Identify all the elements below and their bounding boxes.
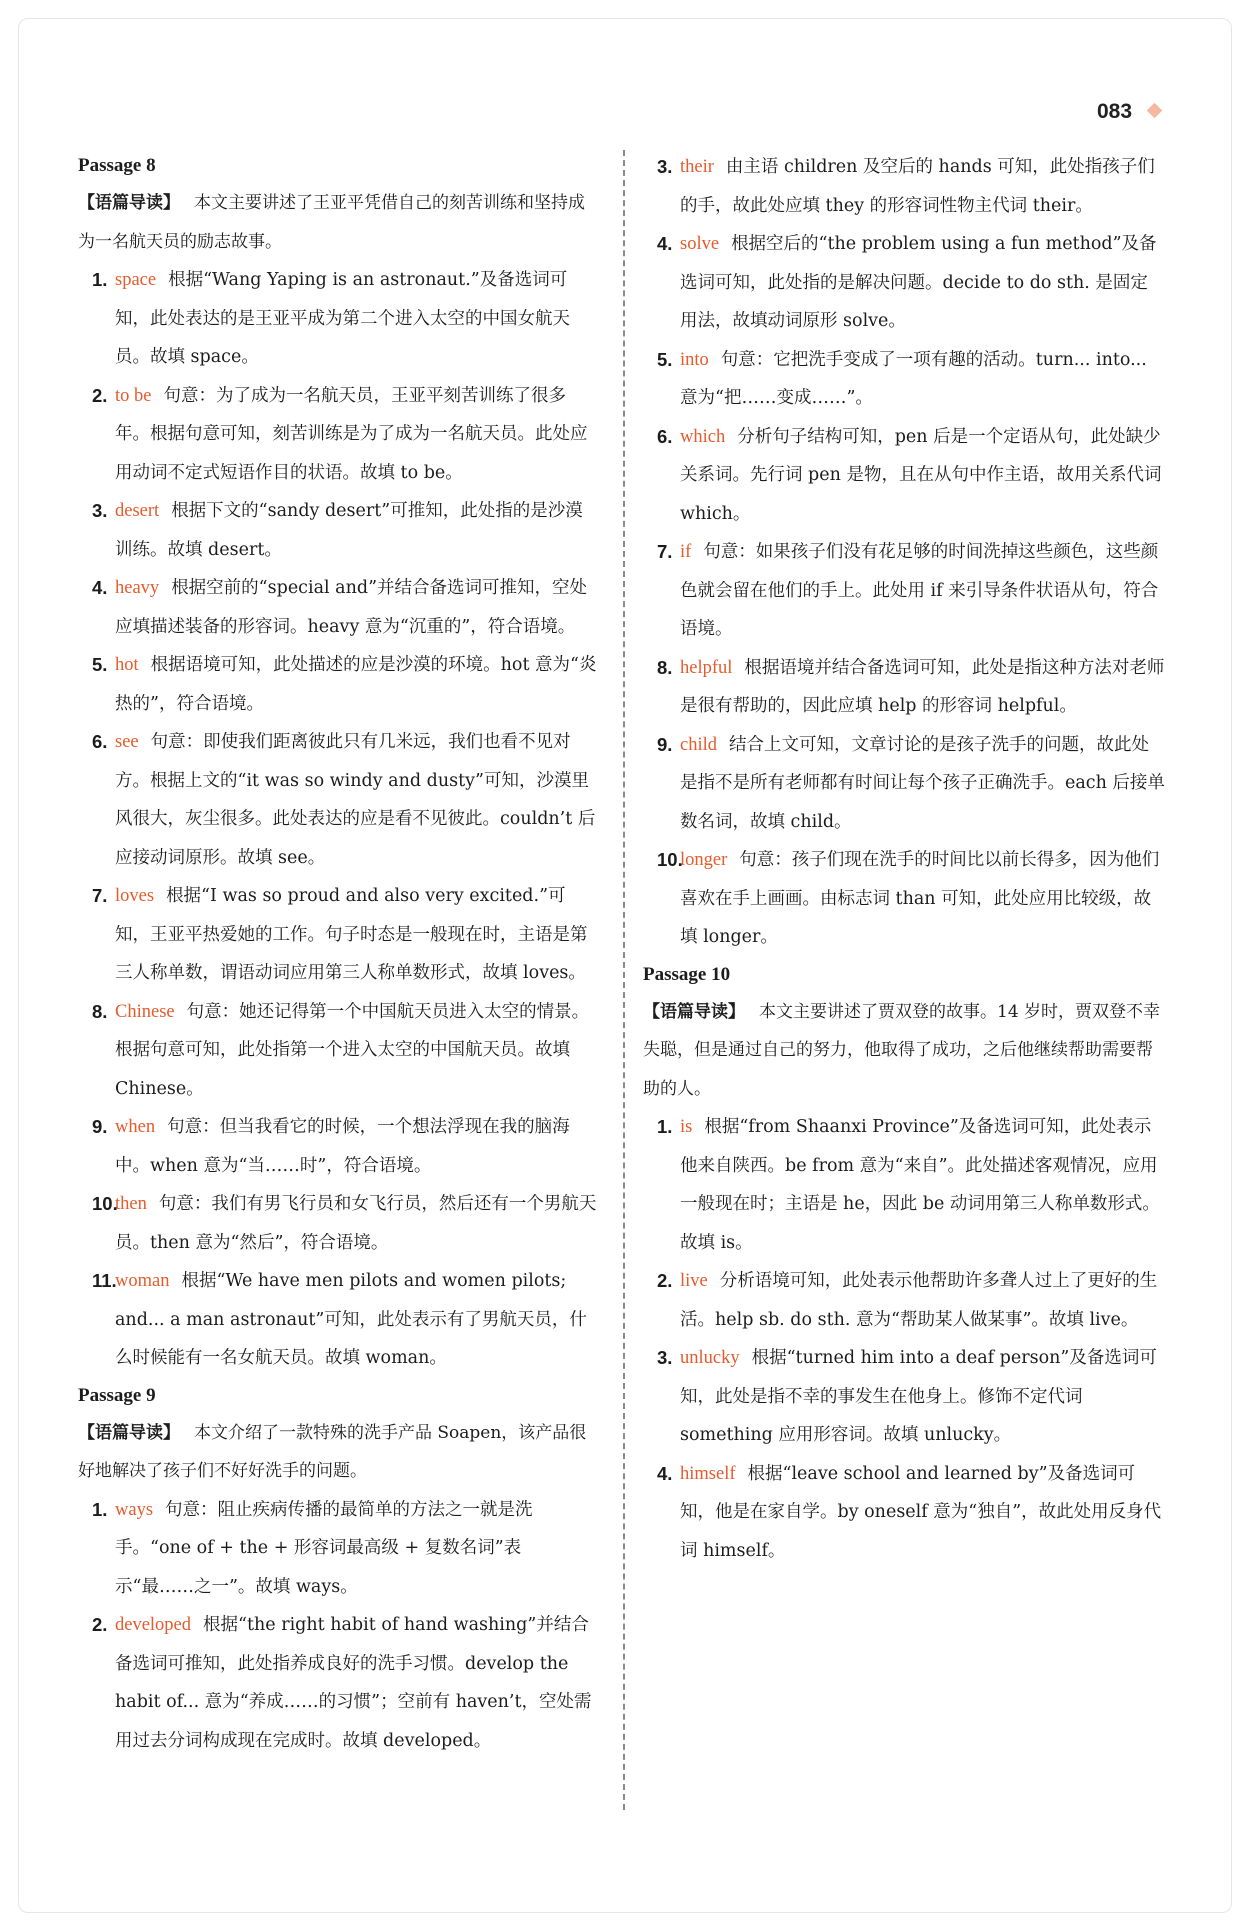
explanation: 分析语境可知，此处表示他帮助许多聋人过上了更好的生活。help sb. do sth. 意为“帮助某人做某事”。故填 live。 bbox=[680, 1271, 1158, 1330]
explanation: 句意：如果孩子们没有花足够的时间洗掉这些颜色，这些颜色就会留在他们的手上。此处用 if 来引导条件状语从句，符合语境。 bbox=[680, 542, 1159, 639]
item-number: 7. bbox=[657, 541, 673, 562]
guide-label: 【语篇导读】 bbox=[78, 193, 180, 213]
passage-title: Passage 10 bbox=[643, 963, 731, 985]
explanation: 句意：她还记得第一个中国航天员进入太空的情景。根据句意可知，此处指第一个进入太空的中国航天员。故填 Chinese。 bbox=[115, 1001, 590, 1099]
explanation: 句意：但当我看它的时候，一个想法浮现在我的脑海中。when 意为“当……时”，符合语境。 bbox=[115, 1117, 570, 1176]
explanation: 句意：它把洗手变成了一项有趣的活动。turn... into... 意为“把……变成……”。 bbox=[680, 349, 1147, 408]
answer-item bbox=[643, 341, 1165, 418]
answer-word: woman bbox=[115, 1271, 170, 1291]
answer-word: developed bbox=[115, 1615, 192, 1635]
answer-item bbox=[643, 533, 1165, 649]
answer-word: see bbox=[115, 732, 139, 752]
answer-item bbox=[78, 1491, 600, 1607]
answer-item bbox=[643, 841, 1165, 957]
item-number: 8. bbox=[657, 656, 673, 678]
guide-text: 本文介绍了一款特殊的洗手产品 Soapen，该产品很好地解决了孩子们不好好洗手的问题。 bbox=[78, 1422, 587, 1481]
item-number: 4. bbox=[657, 233, 673, 254]
item-number: 4. bbox=[92, 577, 108, 598]
item-number: 10. bbox=[92, 1193, 118, 1214]
answer-word: to be bbox=[115, 385, 152, 406]
answer-list bbox=[78, 261, 600, 1378]
right-column bbox=[643, 148, 1165, 1570]
answer-item bbox=[78, 1108, 600, 1185]
item-number: 11. bbox=[92, 1270, 117, 1291]
answer-word: then bbox=[115, 1194, 147, 1214]
answer-list bbox=[643, 1108, 1165, 1570]
passage-title: Passage 9 bbox=[78, 1384, 156, 1406]
explanation: 根据“I was so proud and also very excited.”可知，王亚平热爱她的工作。句子时态是一般现在时，主语是第三人称单数，谓语动词应用第三人称单数形式，故填 loves。 bbox=[115, 886, 588, 983]
explanation: 句意：为了成为一名航天员，王亚平刻苦训练了很多年。根据句意可知，刻苦训练是为了成为一名航天员。此处应用动词不定式短语作目的状语。故填 to be。 bbox=[115, 385, 588, 483]
explanation: 结合上文可知，文章讨论的是孩子洗手的问题，故此处是指不是所有老师都有时间让每个孩子正确洗手。each 后接单数名词，故填 child。 bbox=[680, 734, 1165, 832]
explanation: 根据“We have men pilots and women pilots; and... a man astronaut”可知，此处表示有了男航天员，什么时候能有一名女航天员。故填 woman。 bbox=[115, 1271, 587, 1368]
answer-item bbox=[78, 993, 600, 1109]
answer-item bbox=[643, 1339, 1165, 1455]
explanation: 根据语境并结合备选词可知，此处是指这种方法对老师是很有帮助的，因此应填 help 的形容词 helpful。 bbox=[680, 657, 1165, 716]
answer-item bbox=[78, 377, 600, 493]
passage-title: Passage 8 bbox=[78, 155, 156, 176]
answer-word: solve bbox=[680, 234, 720, 254]
explanation: 根据空后的“the problem using a fun method”及备选词可知，此处指的是解决问题。decide to do sth. 是固定用法，故填动词原形 solve。 bbox=[680, 234, 1157, 331]
answer-item bbox=[643, 418, 1165, 534]
explanation: 句意：阻止疾病传播的最简单的方法之一就是洗手。“one of + the + 形容词最高级 + 复数名词”表示“最……之一”。故填 ways。 bbox=[115, 1499, 533, 1597]
item-number: 5. bbox=[657, 348, 673, 370]
item-number: 8. bbox=[92, 1000, 108, 1022]
item-number: 5. bbox=[92, 654, 108, 675]
answer-item bbox=[643, 1108, 1165, 1262]
explanation: 根据空前的“special and”并结合备选词可推知，空处应填描述装备的形容词。heavy 意为“沉重的”，符合语境。 bbox=[115, 578, 588, 637]
page-number: 083 bbox=[1097, 100, 1133, 123]
answer-item bbox=[643, 1262, 1165, 1339]
answer-item bbox=[643, 225, 1165, 341]
answer-word: helpful bbox=[680, 657, 733, 678]
answer-word: loves bbox=[115, 886, 155, 906]
answer-word: live bbox=[680, 1271, 708, 1291]
answer-item bbox=[78, 492, 600, 569]
item-number: 4. bbox=[657, 1462, 673, 1484]
column-divider bbox=[623, 150, 625, 1810]
passage-guide bbox=[643, 993, 1165, 1109]
answer-item bbox=[643, 1455, 1165, 1571]
answer-word: space bbox=[115, 270, 157, 290]
answer-item bbox=[643, 649, 1165, 726]
answer-word: if bbox=[680, 542, 692, 562]
item-number: 1. bbox=[92, 1498, 108, 1520]
item-number: 3. bbox=[657, 1347, 673, 1368]
answer-word: is bbox=[680, 1117, 693, 1137]
answer-word: longer bbox=[680, 850, 728, 870]
item-number: 10. bbox=[657, 849, 683, 870]
passage-guide bbox=[78, 184, 600, 261]
item-number: 2. bbox=[92, 384, 108, 406]
explanation: 根据“the right habit of hand washing”并结合备选词可推知，此处指养成良好的洗手习惯。develop the habit of... 意为“养成……的习惯”；空前有 haven’t，空处需用过去分词构成现在完成时。故填 developed。 bbox=[115, 1615, 592, 1751]
answer-word: into bbox=[680, 349, 709, 370]
answer-word: which bbox=[680, 426, 726, 447]
answer-item bbox=[78, 1606, 600, 1760]
answer-item bbox=[78, 1185, 600, 1262]
item-number: 3. bbox=[92, 500, 108, 521]
item-number: 6. bbox=[92, 731, 108, 752]
answer-word: hot bbox=[115, 655, 139, 675]
answer-item bbox=[78, 723, 600, 877]
answer-item bbox=[78, 646, 600, 723]
answer-list bbox=[643, 148, 1165, 957]
item-number: 2. bbox=[92, 1614, 108, 1635]
item-number: 3. bbox=[657, 156, 673, 177]
passage-guide bbox=[78, 1414, 600, 1491]
guide-text: 本文主要讲述了王亚平凭借自己的刻苦训练和坚持成为一名航天员的励志故事。 bbox=[78, 193, 585, 252]
guide-label: 【语篇导读】 bbox=[643, 1001, 745, 1022]
answer-word: ways bbox=[115, 1499, 154, 1520]
answer-item bbox=[78, 1262, 600, 1378]
answer-word: their bbox=[680, 157, 714, 177]
answer-word: unlucky bbox=[680, 1348, 740, 1368]
item-number: 1. bbox=[657, 1116, 673, 1137]
answer-word: heavy bbox=[115, 578, 160, 598]
item-number: 2. bbox=[657, 1270, 673, 1291]
explanation: 由主语 children 及空后的 hands 可知，此处指孩子们的手，故此处应填 they 的形容词性物主代词 their。 bbox=[680, 157, 1155, 216]
guide-text: 本文主要讲述了贾双登的故事。14 岁时，贾双登不幸失聪，但是通过自己的努力，他取得了成功，之后他继续帮助需要帮助的人。 bbox=[643, 1001, 1161, 1099]
item-number: 9. bbox=[657, 733, 673, 755]
explanation: 句意：我们有男飞行员和女飞行员，然后还有一个男航天员。then 意为“然后”，符合语境。 bbox=[115, 1194, 597, 1253]
answer-item bbox=[78, 877, 600, 993]
answer-word: desert bbox=[115, 501, 160, 521]
explanation: 根据“leave school and learned by”及备选词可知，他是在家自学。by oneself 意为“独自”，故此处用反身代词 himself。 bbox=[680, 1463, 1162, 1561]
explanation: 根据“Wang Yaping is an astronaut.”及备选词可知，此处表达的是王亚平成为第二个进入太空的中国女航天员。故填 space。 bbox=[115, 270, 570, 367]
answer-list bbox=[78, 1491, 600, 1761]
explanation: 句意：孩子们现在洗手的时间比以前长得多，因为他们喜欢在手上画画。由标志词 than 可知，此处应用比较级，故填 longer。 bbox=[680, 850, 1160, 947]
explanation: 根据“from Shaanxi Province”及备选词可知，此处表示他来自陕西。be from 意为“来自”。此处描述客观情况，应用一般现在时；主语是 he，因此 be 动词用第三人称单数形式。故填 is。 bbox=[680, 1117, 1160, 1253]
item-number: 6. bbox=[657, 425, 673, 447]
answer-word: Chinese bbox=[115, 1001, 175, 1022]
answer-item bbox=[643, 148, 1165, 225]
guide-label: 【语篇导读】 bbox=[78, 1422, 180, 1443]
item-number: 1. bbox=[92, 269, 108, 290]
explanation: 分析句子结构可知，pen 后是一个定语从句，此处缺少关系词。先行词 pen 是物，且在从句中作主语，故用关系代词 which。 bbox=[680, 426, 1162, 524]
explanation: 根据语境可知，此处描述的应是沙漠的环境。hot 意为“炎热的”，符合语境。 bbox=[115, 655, 597, 714]
answer-item bbox=[78, 261, 600, 377]
explanation: 根据下文的“sandy desert”可推知，此处指的是沙漠训练。故填 desert。 bbox=[115, 501, 583, 560]
answer-item bbox=[78, 569, 600, 646]
item-number: 9. bbox=[92, 1116, 108, 1137]
answer-word: when bbox=[115, 1117, 156, 1137]
explanation: 句意：即使我们距离彼此只有几米远，我们也看不见对方。根据上文的“it was so windy and dusty”可知，沙漠里风很大，灰尘很多。此处表达的应是看不见彼此。couldn’t 后应接动词原形。故填 see。 bbox=[115, 732, 596, 868]
left-column bbox=[78, 148, 600, 1760]
item-number: 7. bbox=[92, 885, 108, 906]
answer-item bbox=[643, 726, 1165, 842]
explanation: 根据“turned him into a deaf person”及备选词可知，此处是指不幸的事发生在他身上。修饰不定代词 something 应用形容词。故填 unlucky。 bbox=[680, 1348, 1157, 1445]
answer-word: himself bbox=[680, 1463, 736, 1484]
answer-word: child bbox=[680, 734, 717, 755]
